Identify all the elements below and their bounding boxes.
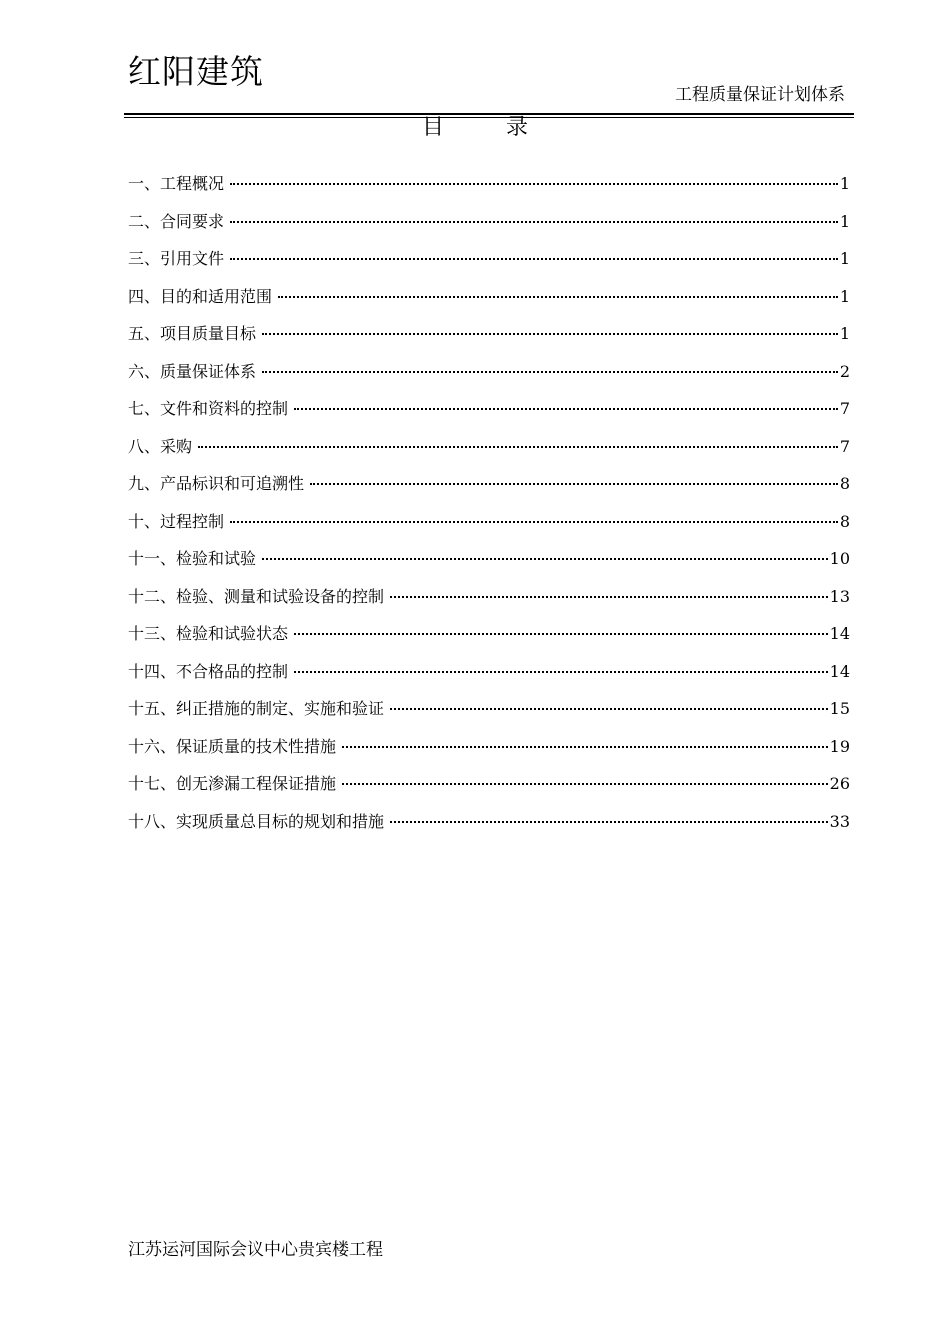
toc-entry[interactable]	[128, 583, 850, 621]
toc-entry[interactable]	[128, 545, 850, 583]
toc-entry[interactable]	[128, 658, 850, 696]
toc-entry-page: 2	[839, 361, 850, 381]
toc-dot-leader	[310, 483, 838, 485]
toc-dot-leader	[262, 333, 838, 335]
company-name: 红阳建筑	[128, 52, 264, 91]
toc-entry-page: 26	[829, 774, 850, 793]
toc-entry-page: 1	[839, 174, 850, 193]
toc-entry-page: 1	[839, 324, 850, 343]
toc-entry-label: 四、目的和适用范围	[128, 286, 273, 306]
toc-entry-label: 十四、不合格品的控制	[128, 661, 289, 681]
toc-dot-leader	[230, 221, 838, 223]
toc-entry[interactable]	[128, 208, 850, 246]
table-of-contents	[128, 170, 850, 845]
toc-dot-leader	[390, 708, 828, 710]
toc-entry-label: 八、采购	[128, 436, 193, 456]
toc-dot-leader	[262, 371, 838, 373]
toc-entry-page: 8	[839, 511, 850, 531]
toc-entry-label: 十七、创无渗漏工程保证措施	[128, 774, 337, 793]
toc-entry-label: 一、工程概况	[128, 174, 225, 193]
toc-entry[interactable]	[128, 808, 850, 846]
toc-entry-label: 十一、检验和试验	[128, 549, 257, 568]
toc-title: 目录	[421, 115, 590, 140]
document-type: 工程质量保证计划体系	[675, 85, 845, 105]
toc-entry-label: 二、合同要求	[128, 211, 225, 231]
toc-entry-label: 六、质量保证体系	[128, 361, 257, 381]
toc-entry[interactable]	[128, 508, 850, 546]
toc-entry[interactable]	[128, 283, 850, 321]
footer-project-name: 江苏运河国际会议中心贵宾楼工程	[128, 1240, 383, 1260]
toc-entry-label: 十、过程控制	[128, 511, 225, 531]
toc-entry-page: 13	[829, 586, 850, 606]
toc-entry[interactable]	[128, 433, 850, 471]
toc-entry-label: 七、文件和资料的控制	[128, 399, 289, 418]
toc-dot-leader	[342, 783, 828, 785]
toc-entry[interactable]	[128, 770, 850, 808]
toc-entry-page: 33	[829, 811, 850, 831]
toc-dot-leader	[230, 183, 838, 185]
toc-dot-leader	[390, 596, 828, 598]
toc-entry-label: 十三、检验和试验状态	[128, 624, 289, 643]
toc-entry[interactable]	[128, 695, 850, 733]
toc-entry-label: 十二、检验、测量和试验设备的控制	[128, 586, 385, 606]
toc-entry-label: 三、引用文件	[128, 249, 225, 268]
toc-dot-leader	[342, 746, 828, 748]
toc-entry[interactable]	[128, 733, 850, 771]
toc-dot-leader	[294, 671, 828, 673]
toc-entry-label: 十五、纠正措施的制定、实施和验证	[128, 699, 385, 718]
toc-entry-page: 14	[829, 661, 850, 681]
toc-entry-page: 8	[839, 474, 850, 493]
toc-entry-page: 19	[829, 736, 850, 756]
toc-entry-page: 14	[829, 624, 850, 643]
toc-dot-leader	[262, 558, 828, 560]
toc-entry[interactable]	[128, 245, 850, 283]
toc-entry-page: 1	[839, 249, 850, 268]
toc-entry-label: 九、产品标识和可追溯性	[128, 474, 305, 493]
toc-entry-page: 7	[839, 399, 850, 418]
toc-dot-leader	[294, 633, 828, 635]
toc-dot-leader	[198, 446, 838, 448]
toc-entry-page: 10	[829, 549, 850, 568]
toc-entry-page: 15	[829, 699, 850, 718]
toc-entry-page: 1	[839, 211, 850, 231]
toc-dot-leader	[230, 521, 838, 523]
toc-entry[interactable]	[128, 320, 850, 358]
toc-entry-page: 7	[839, 436, 850, 456]
toc-entry[interactable]	[128, 170, 850, 208]
toc-dot-leader	[294, 408, 838, 410]
toc-dot-leader	[278, 296, 838, 298]
toc-entry[interactable]	[128, 358, 850, 396]
toc-entry[interactable]	[128, 620, 850, 658]
toc-entry[interactable]	[128, 395, 850, 433]
toc-dot-leader	[230, 258, 838, 260]
toc-dot-leader	[390, 821, 828, 823]
toc-entry-page: 1	[839, 286, 850, 306]
toc-entry-label: 十六、保证质量的技术性措施	[128, 736, 337, 756]
toc-entry[interactable]	[128, 470, 850, 508]
toc-entry-label: 五、项目质量目标	[128, 324, 257, 343]
toc-entry-label: 十八、实现质量总目标的规划和措施	[128, 811, 385, 831]
